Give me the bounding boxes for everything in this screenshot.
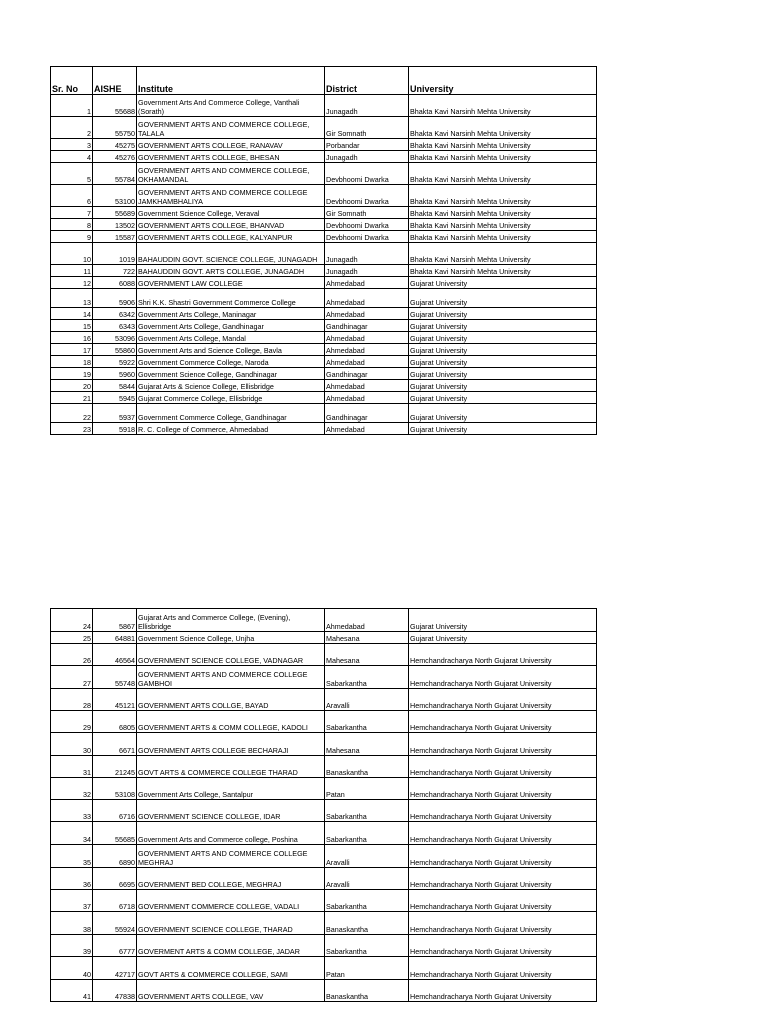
table-row xyxy=(51,392,597,404)
institute-cell: GOVERNMENT ARTS COLLEGE BECHARAJI xyxy=(137,733,325,756)
aishe-cell: 6695 xyxy=(93,868,137,890)
table-row xyxy=(51,404,597,423)
district-cell: Ahmedabad xyxy=(325,609,409,632)
institute-cell: GOVERNMENT ARTS AND COMMERCE COLLEGE MEGHRAJ xyxy=(137,845,325,868)
district-cell: Sabarkantha xyxy=(325,935,409,957)
university-cell: Gujarat University xyxy=(409,289,597,308)
sr-no-cell: 22 xyxy=(51,404,93,423)
district-cell: Devbhoomi Dwarka xyxy=(325,231,409,243)
district-cell: Devbhoomi Dwarka xyxy=(325,185,409,207)
district-cell: Mahesana xyxy=(325,644,409,666)
sr-no-cell: 39 xyxy=(51,935,93,957)
aishe-cell: 5867 xyxy=(93,609,137,632)
sr-no-cell: 7 xyxy=(51,207,93,219)
university-cell: Bhakta Kavi Narsinh Mehta University xyxy=(409,231,597,243)
table-row xyxy=(51,632,597,644)
district-cell: Porbandar xyxy=(325,139,409,151)
aishe-cell: 6716 xyxy=(93,800,137,822)
sr-no-cell: 14 xyxy=(51,308,93,320)
sr-no-cell: 27 xyxy=(51,666,93,689)
district-cell: Ahmedabad xyxy=(325,423,409,435)
sr-no-cell: 3 xyxy=(51,139,93,151)
aishe-cell: 5945 xyxy=(93,392,137,404)
aishe-cell: 55784 xyxy=(93,163,137,185)
institute-cell: Government Arts College, Mandal xyxy=(137,332,325,344)
institute-cell: BAHAUDDIN GOVT. ARTS COLLEGE, JUNAGADH xyxy=(137,265,325,277)
district-cell: Aravalli xyxy=(325,689,409,711)
aishe-cell: 1019 xyxy=(93,243,137,265)
colleges-table-part-2 xyxy=(50,608,597,1002)
sr-no-cell: 11 xyxy=(51,265,93,277)
sr-no-cell: 26 xyxy=(51,644,93,666)
table-row xyxy=(51,368,597,380)
sr-no-cell: 31 xyxy=(51,756,93,778)
aishe-cell: 45276 xyxy=(93,151,137,163)
university-cell: Hemchandracharya North Gujarat University xyxy=(409,711,597,733)
university-cell: Hemchandracharya North Gujarat University xyxy=(409,845,597,868)
table-row xyxy=(51,980,597,1002)
sr-no-cell: 35 xyxy=(51,845,93,868)
university-cell: Gujarat University xyxy=(409,380,597,392)
aishe-cell: 64881 xyxy=(93,632,137,644)
institute-cell: Government Arts and Science College, Bavla xyxy=(137,344,325,356)
aishe-cell: 6805 xyxy=(93,711,137,733)
institute-cell: GOVERNMENT BED COLLEGE, MEGHRAJ xyxy=(137,868,325,890)
institute-cell: GOVERNMENT COMMERCE COLLEGE, VADALI xyxy=(137,890,325,912)
district-cell: Banaskantha xyxy=(325,912,409,935)
university-cell: Gujarat University xyxy=(409,368,597,380)
sr-no-cell: 28 xyxy=(51,689,93,711)
sr-no-cell: 10 xyxy=(51,243,93,265)
institute-cell: GOVERNMENT SCIENCE COLLEGE, THARAD xyxy=(137,912,325,935)
aishe-cell: 53108 xyxy=(93,778,137,800)
sr-no-cell: 29 xyxy=(51,711,93,733)
sr-no-cell: 1 xyxy=(51,95,93,117)
sr-no-cell: 4 xyxy=(51,151,93,163)
aishe-cell: 55689 xyxy=(93,207,137,219)
table-row xyxy=(51,356,597,368)
district-cell: Aravalli xyxy=(325,868,409,890)
institute-cell: Gujarat Commerce College, Ellisbridge xyxy=(137,392,325,404)
sr-no-cell: 16 xyxy=(51,332,93,344)
district-cell: Gandhinagar xyxy=(325,320,409,332)
table-row xyxy=(51,756,597,778)
table-row xyxy=(51,308,597,320)
header-institute: Institute xyxy=(137,67,325,95)
district-cell: Ahmedabad xyxy=(325,308,409,320)
university-cell: Bhakta Kavi Narsinh Mehta University xyxy=(409,139,597,151)
district-cell: Gir Somnath xyxy=(325,117,409,139)
aishe-cell: 5918 xyxy=(93,423,137,435)
aishe-cell: 55685 xyxy=(93,822,137,845)
aishe-cell: 6718 xyxy=(93,890,137,912)
district-cell: Ahmedabad xyxy=(325,380,409,392)
aishe-cell: 6890 xyxy=(93,845,137,868)
institute-cell: Government Commerce College, Gandhinagar xyxy=(137,404,325,423)
aishe-cell: 5906 xyxy=(93,289,137,308)
district-cell: Sabarkantha xyxy=(325,800,409,822)
sr-no-cell: 25 xyxy=(51,632,93,644)
district-cell: Ahmedabad xyxy=(325,356,409,368)
table-row xyxy=(51,666,597,689)
table-row xyxy=(51,163,597,185)
table-row xyxy=(51,778,597,800)
sr-no-cell: 17 xyxy=(51,344,93,356)
table-row xyxy=(51,711,597,733)
aishe-cell: 6671 xyxy=(93,733,137,756)
district-cell: Ahmedabad xyxy=(325,392,409,404)
university-cell: Bhakta Kavi Narsinh Mehta University xyxy=(409,265,597,277)
district-cell: Gir Somnath xyxy=(325,207,409,219)
institute-cell: GOVERNMENT ARTS COLLEGE, RANAVAV xyxy=(137,139,325,151)
sr-no-cell: 2 xyxy=(51,117,93,139)
district-cell: Junagadh xyxy=(325,95,409,117)
aishe-cell: 55750 xyxy=(93,117,137,139)
university-cell: Hemchandracharya North Gujarat University xyxy=(409,689,597,711)
district-cell: Patan xyxy=(325,778,409,800)
university-cell: Hemchandracharya North Gujarat University xyxy=(409,935,597,957)
institute-cell: GOVERNMENT SCIENCE COLLEGE, VADNAGAR xyxy=(137,644,325,666)
aishe-cell: 55748 xyxy=(93,666,137,689)
table-row xyxy=(51,344,597,356)
district-cell: Ahmedabad xyxy=(325,277,409,289)
district-cell: Banaskantha xyxy=(325,980,409,1002)
sr-no-cell: 13 xyxy=(51,289,93,308)
aishe-cell: 6777 xyxy=(93,935,137,957)
district-cell: Ahmedabad xyxy=(325,344,409,356)
table-row xyxy=(51,243,597,265)
aishe-cell: 6343 xyxy=(93,320,137,332)
institute-cell: GOVERNMENT ARTS COLLEGE, BHESAN xyxy=(137,151,325,163)
aishe-cell: 5844 xyxy=(93,380,137,392)
district-cell: Gandhinagar xyxy=(325,368,409,380)
university-cell: Hemchandracharya North Gujarat University xyxy=(409,980,597,1002)
university-cell: Gujarat University xyxy=(409,344,597,356)
table-row xyxy=(51,265,597,277)
institute-cell: Government Science College, Gandhinagar xyxy=(137,368,325,380)
university-cell: Bhakta Kavi Narsinh Mehta University xyxy=(409,117,597,139)
district-cell: Ahmedabad xyxy=(325,289,409,308)
table-row xyxy=(51,185,597,207)
university-cell: Hemchandracharya North Gujarat University xyxy=(409,822,597,845)
sr-no-cell: 40 xyxy=(51,957,93,980)
institute-cell: GOVT ARTS & COMMERCE COLLEGE THARAD xyxy=(137,756,325,778)
table-row xyxy=(51,277,597,289)
university-cell: Gujarat University xyxy=(409,277,597,289)
sr-no-cell: 23 xyxy=(51,423,93,435)
institute-cell: GOVERNMENT ARTS AND COMMERCE COLLEGE, TALALA xyxy=(137,117,325,139)
institute-cell: Gujarat Arts and Commerce College, (Evening), Ellisbridge xyxy=(137,609,325,632)
aishe-cell: 45275 xyxy=(93,139,137,151)
table-row xyxy=(51,139,597,151)
university-cell: Bhakta Kavi Narsinh Mehta University xyxy=(409,163,597,185)
table-row xyxy=(51,151,597,163)
sr-no-cell: 12 xyxy=(51,277,93,289)
table-row xyxy=(51,219,597,231)
sr-no-cell: 33 xyxy=(51,800,93,822)
table-row xyxy=(51,289,597,308)
aishe-cell: 55924 xyxy=(93,912,137,935)
university-cell: Hemchandracharya North Gujarat University xyxy=(409,912,597,935)
district-cell: Junagadh xyxy=(325,243,409,265)
university-cell: Bhakta Kavi Narsinh Mehta University xyxy=(409,243,597,265)
university-cell: Hemchandracharya North Gujarat University xyxy=(409,666,597,689)
sr-no-cell: 21 xyxy=(51,392,93,404)
aishe-cell: 53100 xyxy=(93,185,137,207)
institute-cell: Government Commerce College, Naroda xyxy=(137,356,325,368)
district-cell: Banaskantha xyxy=(325,756,409,778)
table-row xyxy=(51,890,597,912)
table-body-part-1 xyxy=(51,95,597,435)
table-row xyxy=(51,320,597,332)
sr-no-cell: 32 xyxy=(51,778,93,800)
university-cell: Hemchandracharya North Gujarat University xyxy=(409,756,597,778)
institute-cell: Government Arts and Commerce college, Poshina xyxy=(137,822,325,845)
district-cell: Devbhoomi Dwarka xyxy=(325,219,409,231)
district-cell: Devbhoomi Dwarka xyxy=(325,163,409,185)
sr-no-cell: 37 xyxy=(51,890,93,912)
institute-cell: GOVERNMENT LAW COLLEGE xyxy=(137,277,325,289)
institute-cell: R. C. College of Commerce, Ahmedabad xyxy=(137,423,325,435)
table-row xyxy=(51,689,597,711)
table-body-part-2 xyxy=(51,609,597,1002)
institute-cell: GOVERNMENT ARTS & COMM COLLEGE, KADOLI xyxy=(137,711,325,733)
aishe-cell: 55860 xyxy=(93,344,137,356)
university-cell: Bhakta Kavi Narsinh Mehta University xyxy=(409,219,597,231)
aishe-cell: 6088 xyxy=(93,277,137,289)
district-cell: Mahesana xyxy=(325,733,409,756)
university-cell: Gujarat University xyxy=(409,308,597,320)
institute-cell: GOVT ARTS & COMMERCE COLLEGE, SAMI xyxy=(137,957,325,980)
university-cell: Gujarat University xyxy=(409,404,597,423)
institute-cell: BAHAUDDIN GOVT. SCIENCE COLLEGE, JUNAGADH xyxy=(137,243,325,265)
table-row xyxy=(51,644,597,666)
table-header-row xyxy=(51,67,597,95)
institute-cell: GOVERNMENT ARTS AND COMMERCE COLLEGE GAMBHOI xyxy=(137,666,325,689)
institute-cell: Shri K.K. Shastri Government Commerce College xyxy=(137,289,325,308)
university-cell: Gujarat University xyxy=(409,332,597,344)
district-cell: Aravalli xyxy=(325,845,409,868)
aishe-cell: 15587 xyxy=(93,231,137,243)
table-row xyxy=(51,207,597,219)
district-cell: Sabarkantha xyxy=(325,711,409,733)
aishe-cell: 5937 xyxy=(93,404,137,423)
table-row xyxy=(51,423,597,435)
university-cell: Hemchandracharya North Gujarat University xyxy=(409,890,597,912)
district-cell: Sabarkantha xyxy=(325,666,409,689)
table-row xyxy=(51,935,597,957)
table-row xyxy=(51,380,597,392)
district-cell: Mahesana xyxy=(325,632,409,644)
aishe-cell: 47838 xyxy=(93,980,137,1002)
university-cell: Bhakta Kavi Narsinh Mehta University xyxy=(409,185,597,207)
table-row xyxy=(51,912,597,935)
sr-no-cell: 24 xyxy=(51,609,93,632)
institute-cell: GOVERNMENT ARTS COLLEGE, BHANVAD xyxy=(137,219,325,231)
sr-no-cell: 5 xyxy=(51,163,93,185)
colleges-table-part-1 xyxy=(50,66,597,435)
institute-cell: GOVERMENT ARTS & COMM COLLEGE, JADAR xyxy=(137,935,325,957)
sr-no-cell: 18 xyxy=(51,356,93,368)
sr-no-cell: 41 xyxy=(51,980,93,1002)
sr-no-cell: 20 xyxy=(51,380,93,392)
table-row xyxy=(51,609,597,632)
university-cell: Gujarat University xyxy=(409,423,597,435)
university-cell: Bhakta Kavi Narsinh Mehta University xyxy=(409,95,597,117)
sr-no-cell: 38 xyxy=(51,912,93,935)
district-cell: Patan xyxy=(325,957,409,980)
institute-cell: GOVERNMENT SCIENCE COLLEGE, IDAR xyxy=(137,800,325,822)
institute-cell: Government Arts College, Maninagar xyxy=(137,308,325,320)
table-row xyxy=(51,95,597,117)
table-row xyxy=(51,332,597,344)
aishe-cell: 45121 xyxy=(93,689,137,711)
district-cell: Ahmedabad xyxy=(325,332,409,344)
table-row xyxy=(51,868,597,890)
aishe-cell: 21245 xyxy=(93,756,137,778)
sr-no-cell: 9 xyxy=(51,231,93,243)
university-cell: Hemchandracharya North Gujarat University xyxy=(409,868,597,890)
table-row xyxy=(51,845,597,868)
district-cell: Sabarkantha xyxy=(325,822,409,845)
university-cell: Hemchandracharya North Gujarat University xyxy=(409,957,597,980)
institute-cell: GOVERNMENT ARTS COLLEGE, VAV xyxy=(137,980,325,1002)
aishe-cell: 13502 xyxy=(93,219,137,231)
aishe-cell: 42717 xyxy=(93,957,137,980)
table-row xyxy=(51,117,597,139)
sr-no-cell: 36 xyxy=(51,868,93,890)
aishe-cell: 46564 xyxy=(93,644,137,666)
university-cell: Gujarat University xyxy=(409,320,597,332)
sr-no-cell: 8 xyxy=(51,219,93,231)
university-cell: Hemchandracharya North Gujarat University xyxy=(409,644,597,666)
university-cell: Hemchandracharya North Gujarat University xyxy=(409,733,597,756)
table-row xyxy=(51,800,597,822)
university-cell: Bhakta Kavi Narsinh Mehta University xyxy=(409,151,597,163)
institute-cell: GOVERNMENT ARTS COLLGE, BAYAD xyxy=(137,689,325,711)
institute-cell: Government Science College, Veraval xyxy=(137,207,325,219)
district-cell: Gandhinagar xyxy=(325,404,409,423)
institute-cell: Government Arts College, Gandhinagar xyxy=(137,320,325,332)
institute-cell: GOVERNMENT ARTS AND COMMERCE COLLEGE JAMKHAMBHALIYA xyxy=(137,185,325,207)
sr-no-cell: 19 xyxy=(51,368,93,380)
institute-cell: Gujarat Arts & Science College, Ellisbridge xyxy=(137,380,325,392)
institute-cell: GOVERNMENT ARTS AND COMMERCE COLLEGE, OKHAMANDAL xyxy=(137,163,325,185)
institute-cell: Government Arts College, Santalpur xyxy=(137,778,325,800)
sr-no-cell: 15 xyxy=(51,320,93,332)
aishe-cell: 53096 xyxy=(93,332,137,344)
header-aishe: AISHE xyxy=(93,67,137,95)
university-cell: Hemchandracharya North Gujarat University xyxy=(409,778,597,800)
aishe-cell: 722 xyxy=(93,265,137,277)
institute-cell: GOVERNMENT ARTS COLLEGE, KALYANPUR xyxy=(137,231,325,243)
district-cell: Junagadh xyxy=(325,151,409,163)
university-cell: Gujarat University xyxy=(409,632,597,644)
university-cell: Gujarat University xyxy=(409,356,597,368)
sr-no-cell: 6 xyxy=(51,185,93,207)
header-university: University xyxy=(409,67,597,95)
aishe-cell: 55688 xyxy=(93,95,137,117)
table-row xyxy=(51,733,597,756)
sr-no-cell: 30 xyxy=(51,733,93,756)
district-cell: Junagadh xyxy=(325,265,409,277)
table-row xyxy=(51,231,597,243)
header-district: District xyxy=(325,67,409,95)
aishe-cell: 6342 xyxy=(93,308,137,320)
institute-cell: Government Arts And Commerce College, Vanthali (Sorath) xyxy=(137,95,325,117)
university-cell: Bhakta Kavi Narsinh Mehta University xyxy=(409,207,597,219)
sr-no-cell: 34 xyxy=(51,822,93,845)
district-cell: Sabarkantha xyxy=(325,890,409,912)
aishe-cell: 5960 xyxy=(93,368,137,380)
university-cell: Gujarat University xyxy=(409,392,597,404)
institute-cell: Government Science College, Unjha xyxy=(137,632,325,644)
university-cell: Gujarat University xyxy=(409,609,597,632)
university-cell: Hemchandracharya North Gujarat University xyxy=(409,800,597,822)
table-row xyxy=(51,957,597,980)
aishe-cell: 5922 xyxy=(93,356,137,368)
table-row xyxy=(51,822,597,845)
header-sr-no: Sr. No xyxy=(51,67,93,95)
